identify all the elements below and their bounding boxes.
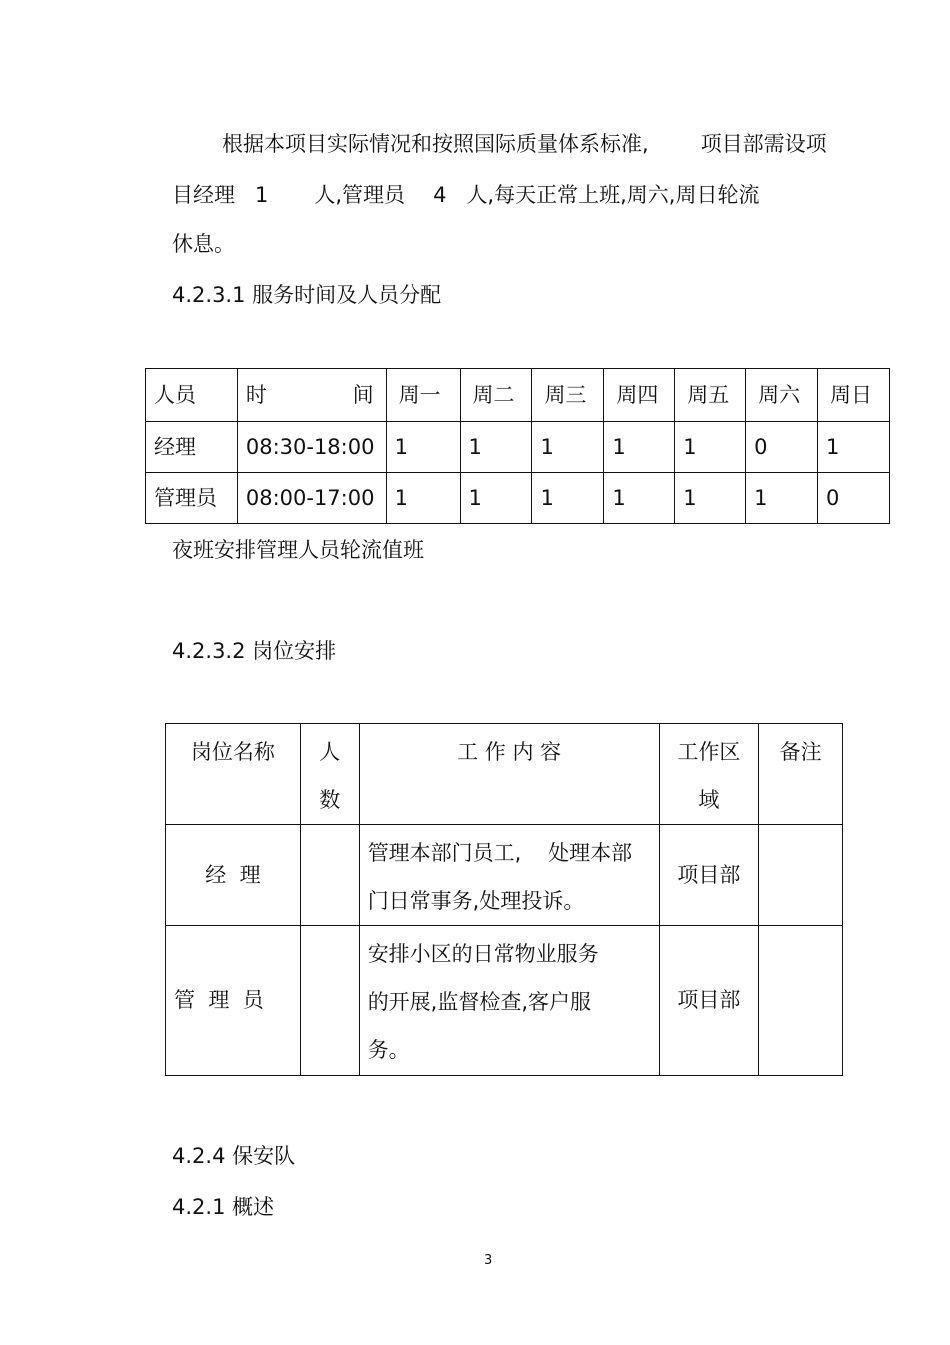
content-line: 务。 — [367, 1038, 410, 1062]
header-sat: 周六 — [746, 369, 818, 422]
content-line: 安排小区的日常物业服务 — [367, 942, 599, 966]
header-time — [237, 369, 386, 422]
intro-line-1-part-a: 根据本项目实际情况和按照国际质量体系标准, — [222, 132, 649, 156]
content-line: 管理本部门员工, 处理本部 — [367, 841, 633, 865]
header-thu: 周四 — [604, 369, 675, 422]
cell-sun: 0 — [818, 473, 890, 524]
post-count-cell — [300, 825, 359, 926]
night-shift-note: 夜班安排管理人员轮流值班 — [172, 538, 424, 562]
intro-line-3: 休息。 — [172, 232, 235, 256]
table-row — [166, 825, 843, 926]
section-heading-4232: 4.2.3.2 岗位安排 — [172, 639, 337, 663]
cell-mon: 1 — [386, 473, 460, 524]
schedule-table — [145, 368, 890, 524]
header-staff: 人员 — [146, 369, 238, 422]
cell-thu: 1 — [604, 422, 675, 473]
intro-line-2-admin-count: 4 — [433, 183, 447, 207]
cell-sat: 1 — [746, 473, 818, 524]
header-count-part-1: 人 — [319, 740, 341, 764]
post-content-cell — [359, 825, 659, 926]
post-area-cell: 项目部 — [659, 825, 759, 926]
post-table — [165, 723, 843, 1076]
schedule-header-row — [146, 369, 890, 422]
header-area-part-2: 域 — [698, 788, 720, 812]
intro-line-1 — [222, 134, 827, 155]
header-mon: 周一 — [386, 369, 460, 422]
header-remark: 备注 — [759, 724, 843, 825]
post-name-cell: 经 理 — [166, 825, 301, 926]
header-post-name: 岗位名称 — [166, 724, 301, 825]
header-work-content: 工 作 内 容 — [359, 724, 659, 825]
header-wed: 周三 — [532, 369, 604, 422]
cell-sat: 0 — [746, 422, 818, 473]
header-fri: 周五 — [675, 369, 746, 422]
header-area-part-1: 工作区 — [677, 740, 741, 764]
cell-sun: 1 — [818, 422, 890, 473]
intro-line-2-part-c: 人,管理员 — [314, 183, 406, 207]
content-line: 的开展,监督检查,客户服 — [367, 990, 592, 1014]
post-remark-cell — [759, 825, 843, 926]
cell-fri: 1 — [675, 422, 746, 473]
header-time-part-2: 间 — [352, 382, 374, 407]
cell-fri: 1 — [675, 473, 746, 524]
intro-line-2-part-a: 目经理 — [172, 183, 235, 207]
section-heading-421: 4.2.1 概述 — [172, 1195, 275, 1219]
intro-line-2-manager-count: 1 — [255, 183, 269, 207]
header-work-area — [659, 724, 759, 825]
header-sun: 周日 — [818, 369, 890, 422]
cell-mon: 1 — [386, 422, 460, 473]
section-heading-424: 4.2.4 保安队 — [172, 1144, 296, 1168]
post-area-cell: 项目部 — [659, 926, 759, 1076]
header-count-part-2: 数 — [319, 788, 341, 812]
content-line: 门日常事务,处理投诉。 — [367, 889, 585, 913]
cell-wed: 1 — [532, 473, 604, 524]
cell-staff: 管理员 — [146, 473, 238, 524]
post-remark-cell — [759, 926, 843, 1076]
post-count-cell — [300, 926, 359, 1076]
post-header-row — [166, 724, 843, 825]
page-number: 3 — [484, 1253, 493, 1268]
table-row — [166, 926, 843, 1076]
post-content-cell — [359, 926, 659, 1076]
cell-tue: 1 — [460, 473, 532, 524]
header-time-part-1: 时 — [245, 382, 267, 407]
cell-tue: 1 — [460, 422, 532, 473]
table-row — [146, 422, 890, 473]
intro-line-2 — [172, 185, 759, 206]
table-row — [146, 473, 890, 524]
section-heading-4231: 4.2.3.1 服务时间及人员分配 — [172, 283, 442, 307]
cell-staff: 经理 — [146, 422, 238, 473]
cell-time: 08:30-18:00 — [237, 422, 386, 473]
header-count — [300, 724, 359, 825]
cell-wed: 1 — [532, 422, 604, 473]
intro-line-1-part-b: 项目部需设项 — [700, 132, 827, 156]
intro-line-2-part-e: 人,每天正常上班,周六,周日轮流 — [466, 183, 760, 207]
cell-thu: 1 — [604, 473, 675, 524]
post-name-cell: 管 理 员 — [166, 926, 301, 1076]
header-tue: 周二 — [460, 369, 532, 422]
cell-time: 08:00-17:00 — [237, 473, 386, 524]
